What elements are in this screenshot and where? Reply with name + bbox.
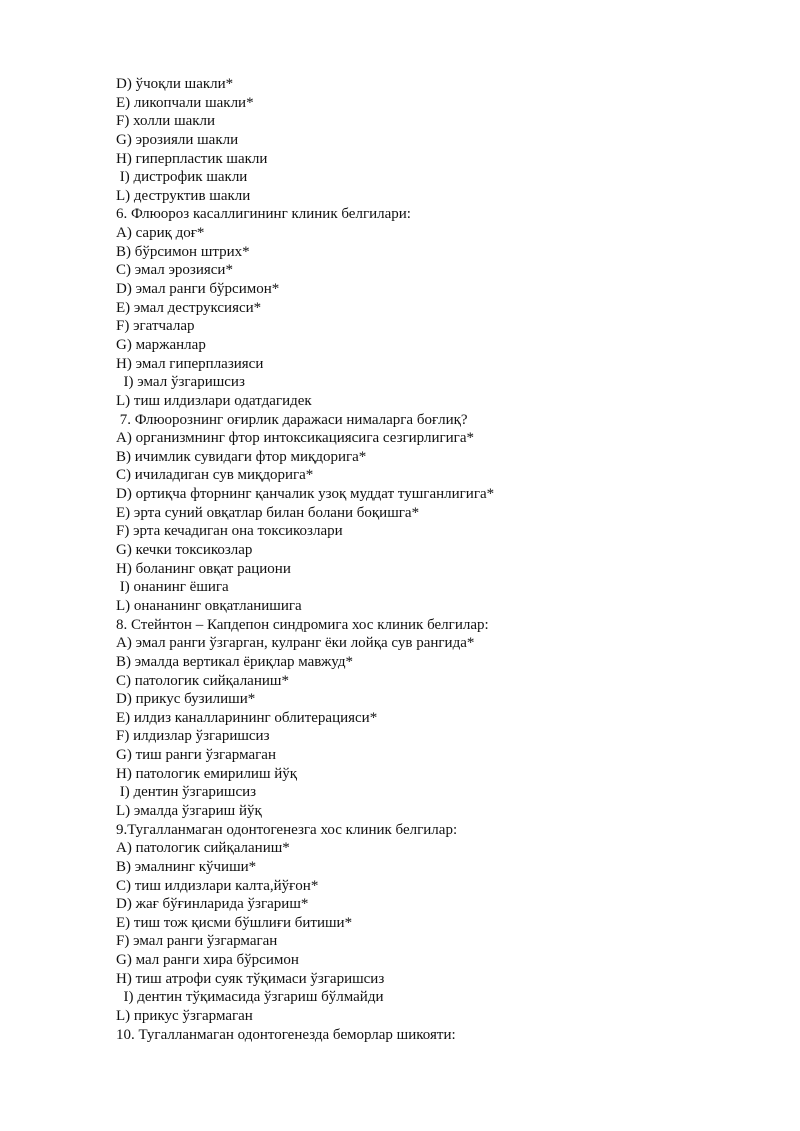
answer-line: F) илдизлар ўзгаришсиз xyxy=(116,728,270,745)
answer-line: A) организмнинг фтор интоксикациясига сезгирлигига* xyxy=(116,430,474,447)
answer-line: D) ўчоқли шакли* xyxy=(116,76,234,92)
answer-line: G) маржанлар xyxy=(116,336,206,353)
answer-line: B) бўрсимон штрих* xyxy=(116,243,250,260)
answer-line: D) эмал ранги бўрсимон* xyxy=(116,281,280,298)
document-text xyxy=(116,75,736,1044)
answer-line: E) илдиз каналларининг облитерацияси* xyxy=(116,709,378,726)
question-9-title: 9.Тугалланмаган одонтогенезга хос клиник белгилар: xyxy=(116,821,458,838)
answer-line: H) патологик емирилиш йўқ xyxy=(116,765,298,782)
answer-line: I) дентин тўқимасида ўзгариш бўлмайди xyxy=(116,989,384,1006)
answer-line: C) ичиладиган сув миқдорига* xyxy=(116,467,314,484)
answer-line: F) холли шакли xyxy=(116,113,216,130)
answer-line: G) эрозияли шакли xyxy=(116,131,239,148)
answer-line: B) эмалда вертикал ёриқлар мавжуд* xyxy=(116,653,353,670)
question-7-title: 7. Флюорознинг оғирлик даражаси нималарга боғлиқ? xyxy=(116,411,468,428)
answer-line: B) эмалнинг кўчиши* xyxy=(116,858,257,875)
answer-line: E) эрта суний овқатлар билан болани боқишга* xyxy=(116,504,420,521)
answer-line: E) ликопчали шакли* xyxy=(116,94,254,111)
answer-line: A) эмал ранги ўзгарган, кулранг ёки лойқа сув рангида* xyxy=(116,635,475,652)
answer-line: B) ичимлик сувидаги фтор миқдорига* xyxy=(116,448,367,465)
answer-line: F) эмал ранги ўзгармаган xyxy=(116,933,278,950)
answer-line: I) эмал ўзгаришсиз xyxy=(116,374,245,391)
answer-line: D) жағ бўғинларида ўзгариш* xyxy=(116,896,309,913)
answer-line: L) прикус ўзгармаган xyxy=(116,1008,253,1025)
answer-line: L) деструктив шакли xyxy=(116,187,251,204)
answer-line: I) дентин ўзгаришсиз xyxy=(116,784,257,801)
answer-line: D) ортиқча фторнинг қанчалик узоқ муддат тушганлигига* xyxy=(116,486,495,503)
answer-line: I) дистрофик шакли xyxy=(116,169,248,186)
answer-line: I) онанинг ёшига xyxy=(116,579,229,596)
answer-line: F) эгатчалар xyxy=(116,318,195,335)
answer-line: D) прикус бузилиши* xyxy=(116,691,256,708)
answer-line: L) онананинг овқатланишига xyxy=(116,597,302,614)
answer-line: A) патологик сийқаланиш* xyxy=(116,840,290,857)
answer-line: C) тиш илдизлари калта,йўғон* xyxy=(116,877,319,894)
answer-line: H) эмал гиперплазияси xyxy=(116,355,264,372)
answer-line: E) эмал деструксияси* xyxy=(116,299,262,316)
answer-line: C) эмал эрозияси* xyxy=(116,262,233,279)
question-10-title: 10. Тугалланмаган одонтогенезда беморлар шикояти: xyxy=(116,1026,456,1043)
answer-line: G) мал ранги хира бўрсимон xyxy=(116,952,299,969)
answer-line: H) гиперпластик шакли xyxy=(116,150,268,167)
answer-line: G) кечки токсикозлар xyxy=(116,542,253,559)
answer-line: G) тиш ранги ўзгармаган xyxy=(116,747,276,764)
answer-line: F) эрта кечадиган она токсикозлари xyxy=(116,523,343,540)
answer-line: L) эмалда ўзгариш йўқ xyxy=(116,802,262,819)
answer-line: L) тиш илдизлари одатдагидек xyxy=(116,392,312,409)
question-8-title: 8. Стейнтон – Капдепон синдромига хос клиник белгилар: xyxy=(116,616,489,633)
answer-line: C) патологик сийқаланиш* xyxy=(116,672,289,689)
answer-line: E) тиш тож қисми бўшлиғи битиши* xyxy=(116,914,353,931)
question-6-title: 6. Флюороз касаллигининг клиник белгилари: xyxy=(116,206,411,223)
answer-line: H) боланинг овқат рациони xyxy=(116,560,291,577)
answer-line: H) тиш атрофи суяк тўқимаси ўзгаришсиз xyxy=(116,970,385,987)
answer-line: A) сариқ доғ* xyxy=(116,225,205,242)
